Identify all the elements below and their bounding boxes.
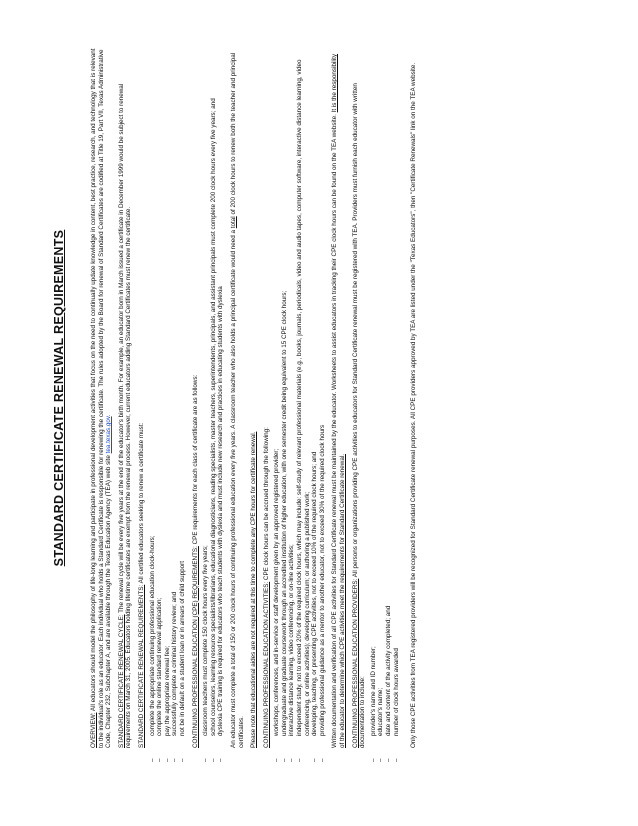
total-hours-note-end: of 200 clock hours to renew both the teacher and principal certificates. [229, 52, 245, 748]
document-body [52, 48, 423, 762]
tea-website-link[interactable]: tea.texas.gov [105, 416, 113, 454]
cpe-requirements-list [202, 48, 225, 762]
list-item-text: date and content of the activity completed; and [385, 605, 392, 736]
overview-label: OVERVIEW: [90, 712, 97, 748]
cpe-providers-list [370, 48, 400, 762]
list-item [179, 48, 187, 762]
list-item [385, 48, 393, 762]
list-item-text: independent study, not to exceed 20% of the required clock hours, which may include: self-study of relevant professional materials (e.g., books, journals, periodicals, video and audio tapes, computer software, interactive distance learning, video conferencing, or online activities); developing curriculum; or authoring a published work; [296, 59, 311, 736]
cpe-activities-list [273, 48, 326, 762]
list-item-text: pay the appropriate renewal fee; [163, 645, 171, 736]
bullet-dash: – [148, 758, 156, 762]
cpe-requirements-label: CONTINUING PROFESSIONAL EDUCATION (CPE) REQUIREMENTS: [191, 546, 199, 748]
list-item-text: classroom teachers must complete 150 clock hours every five years; [202, 545, 210, 736]
list-item-text: workshops, conferences, and in-service or staff development given by an approved registered provider; [273, 448, 281, 736]
list-item [393, 48, 401, 762]
renewal-cycle-text: The renewal cycle will be every five years at the end of the educator's birth month. For example, an educator born in March issued a certificate in December 1999 would be subject to renewal requirements on March 31, 2005. Educators holding lifetime certificates are exempt from the renewal process. However, current educators adding Standard Certificates must renew the certificate. [117, 83, 133, 748]
cpe-activities-paragraph [263, 48, 271, 748]
aides-note: Please note that educational aides are not required at this time to complete any CPE hours for certificate renewal. [250, 431, 258, 748]
bullet-dash: – [163, 758, 171, 762]
requirements-label: STANDARD CERTIFICATE RENEWAL REQUIREMENTS: [137, 584, 145, 748]
cpe-requirements-text: CPE requirements for each class of certificate are as follows: [191, 374, 199, 545]
bullet-dash: – [156, 758, 164, 762]
list-item [164, 48, 172, 762]
renewal-cycle-paragraph [118, 48, 133, 748]
total-hours-note [230, 48, 245, 748]
cpe-requirements-paragraph [192, 48, 200, 748]
list-item [149, 48, 157, 762]
bullet-dash: – [369, 758, 377, 762]
bullet-dash: – [273, 758, 281, 762]
bullet-dash: – [392, 758, 400, 762]
bullet-dash: – [385, 758, 392, 762]
list-item [288, 48, 296, 762]
bullet-dash: – [217, 758, 225, 762]
cpe-providers-text: All persons or organizations providing CPE activities to educators for Standard Certificate renewal must be registered with TEA. Providers must furnish each educator with written documentation to include: [351, 83, 367, 748]
list-item [171, 48, 179, 762]
list-item [273, 48, 281, 762]
total-hours-note-text: An educator must complete a total of 150 or 200 clock hours of continuing professional education every five years. A classroom teacher who also holds a principal certificate would need a [229, 229, 237, 748]
final-note: Only those CPE activities from TEA registered providers will be recognized for Standard Certificate renewal purposes. All CPE providers approved by TEA are listed under the "Texas Educators", then "Certificate Renewals" link on the TEA website. [410, 62, 418, 748]
cpe-providers-label: CONTINUING PROFESSIONAL EDUCATION PROVIDERS: [351, 578, 359, 748]
overview-end: . [105, 414, 113, 417]
list-item [370, 48, 378, 762]
page-title: STANDARD CERTIFICATE RENEWAL REQUIREMENTS [52, 229, 66, 567]
list-item [217, 48, 225, 762]
documentation-note-emphasis: It is the responsibility of the educator to determine which CPE activities meet the requirements for Standard Certificate renewal. [331, 53, 347, 748]
list-item [377, 48, 385, 762]
requirements-paragraph [138, 48, 146, 748]
list-item-text: interactive distance learning, video conferencing, or on-line activities; [288, 544, 296, 736]
renewal-cycle-label: STANDARD CERTIFICATE RENEWAL CYCLE: [117, 614, 125, 748]
cpe-activities-label: CONTINUING PROFESSIONAL EDUCATION ACTIVITIES: [262, 581, 270, 748]
bullet-dash: – [311, 758, 319, 762]
list-item-text: complete the online standard renewal application; [156, 597, 164, 736]
bullet-dash: – [288, 758, 296, 762]
list-item-text: providing professional guidance as a mentor to another educator, not to exceed 30% of the required clock hours [318, 424, 326, 736]
list-item [319, 48, 327, 762]
list-item-text: successfully complete a criminal history review; and [171, 591, 179, 736]
list-item [210, 48, 218, 762]
documentation-note-text: Written documentation and verification of all CPE activities for Standard Certificate renewal must be maintained by the educator. Worksheets to assist educators in tracking their CPE clock hours can be found on the TEA website. [331, 114, 339, 748]
bullet-dash: – [280, 758, 288, 762]
list-item [281, 48, 289, 762]
list-item-text: complete the appropriate continuing professional education clock-hours; [148, 535, 156, 736]
list-item [311, 48, 319, 762]
requirements-list [149, 48, 187, 762]
overview-text: All educators should model the philosophy of life-long learning and participate in professional development activities that focus on the need to continually update knowledge in content, best practice, research, and technology that is relevant to the individual's role as an educator. Each individual who holds a Standard Certificate is responsible for renewing the certificate. The rules adopted by the Board for renewal of Standard Certificates are codified at Title 19, Part VII, Texas Administrative Code, Chapter 232, Subchapter A, and are available through the Texas Education Agency (TEA) web site [90, 48, 113, 748]
bullet-dash: – [178, 758, 186, 762]
documentation-note [331, 48, 346, 748]
requirements-text: All certified educators seeking to renew a certificate must: [137, 422, 145, 584]
bullet-dash: – [296, 758, 304, 762]
list-item-text: developing, teaching, or presenting CPE activities, not to exceed 10% of the required clock hours; and [311, 451, 319, 736]
cpe-activities-text: CPE clock hours can be accrued through the following: [262, 427, 270, 581]
list-item-text: provider's name and ID number; [369, 646, 377, 736]
bullet-dash: – [209, 758, 217, 762]
list-item [296, 48, 311, 762]
bullet-dash: – [202, 758, 210, 762]
list-item [202, 48, 210, 762]
list-item-text: school counselors, learning resource specialists/librarians, educational diagnosticians, reading specialists, master teachers, superintendents, principals, and assistant principals must complete 200 clock hours every five years; and [209, 98, 217, 736]
list-item-text: educator's name; [377, 687, 385, 736]
list-item [156, 48, 164, 762]
list-item-text: not be in default on a student loan or in arrears of child support [178, 560, 186, 736]
bullet-dash: – [377, 758, 385, 762]
list-item-text: undergraduate and graduate coursework through an accredited institution of higher education, with one semester credit being equivalent to 15 CPE clock hours; [280, 290, 288, 736]
overview-paragraph [90, 48, 113, 748]
bullet-dash: – [171, 758, 179, 762]
cpe-providers-paragraph [352, 48, 367, 748]
bullet-dash: – [318, 758, 326, 762]
list-item-text: number of clock hours awarded [392, 648, 400, 736]
list-item-text: dyslexia CPE training is required for educators who teach students with dyslexia and must include new research and practices in educating students with dyslexia [217, 286, 225, 736]
total-hours-note-emphasis: total [229, 216, 237, 229]
